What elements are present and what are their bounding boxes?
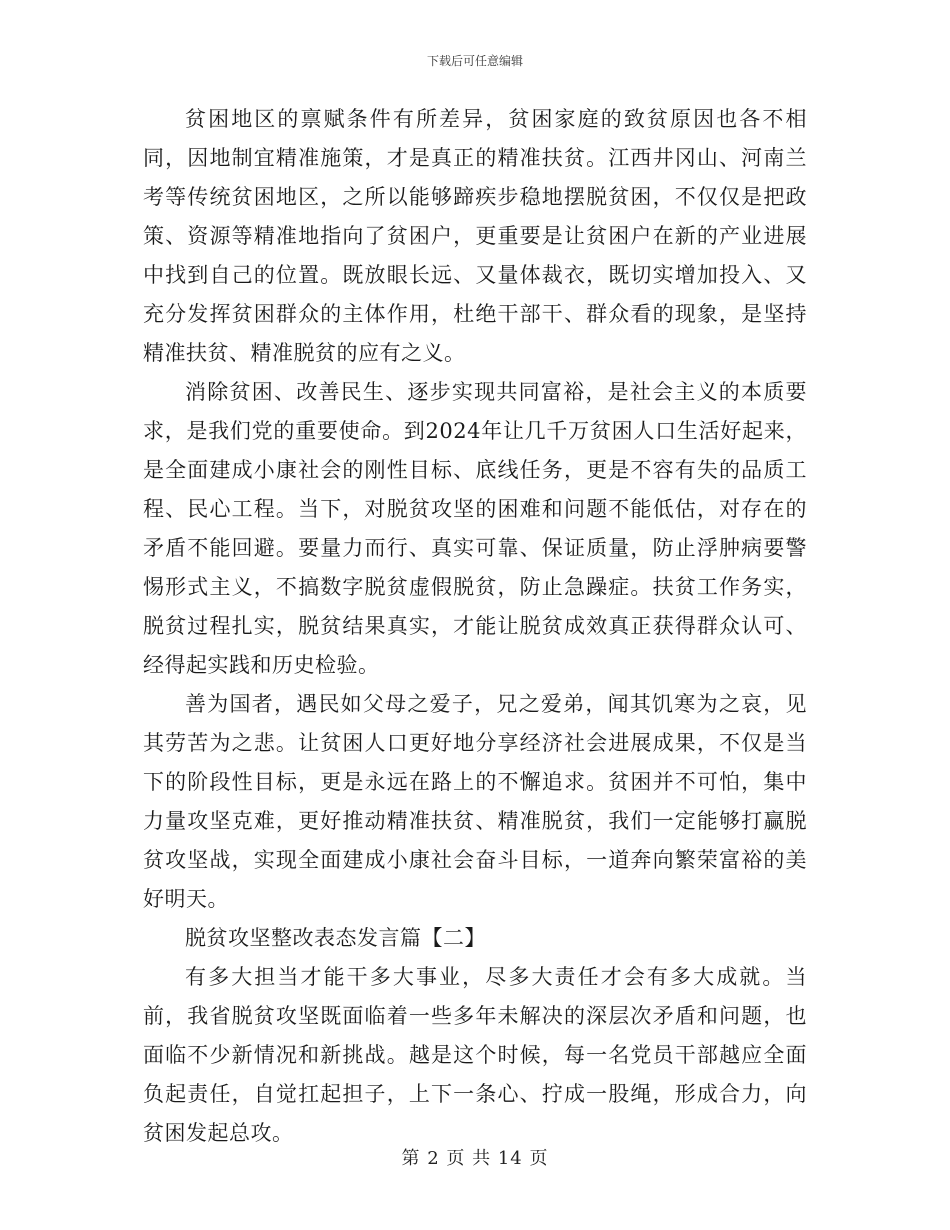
page-header-note: 下载后可任意编辑 [426,54,523,68]
body-paragraph-4: 有多大担当才能干多大事业，尽多大责任才会有多大成就。当前，我省脱贫攻坚既面临着一些多年未解决的深层次矛盾和问题，也面临不少新情况和新挑战。越是这个时候，每一名党员干部越应全面负起责任，自觉扛起担子，上下一条心、拧成一股绳，形成合力，向贫困发起总攻。 [143,965,807,1145]
body-paragraph-3: 善为国者，遇民如父母之爱子，兄之爱弟，闻其饥寒为之哀，见其劳苦为之悲。让贫困人口更好地分享经济社会进展成果，不仅是当下的阶段性目标，更是永远在路上的不懈追求。贫困并不可怕，集中力量攻坚克难，更好推动精准扶贫、精准脱贫，我们一定能够打赢脱贫攻坚战，实现全面建成小康社会奋斗目标，一道奔向繁荣富裕的美好明天。 [143,692,807,911]
page-number: 第 2 页 共 14 页 [401,1148,549,1169]
document-body [143,100,807,1153]
body-paragraph-2: 消除贫困、改善民生、逐步实现共同富裕，是社会主义的本质要求，是我们党的重要使命。到2024年让几千万贫困人口生活好起来，是全面建成小康社会的刚性目标、底线任务，更是不容有失的品质工程、民心工程。当下，对脱贫攻坚的困难和问题不能低估，对存在的矛盾不能回避。要量力而行、真实可靠、保证质量，防止浮肿病要警惕形式主义，不搞数字脱贫虚假脱贫，防止急躁症。扶贫工作务实，脱贫过程扎实，脱贫结果真实，才能让脱贫成效真正获得群众认可、经得起实践和历史检验。 [143,380,807,677]
section-heading: 脱贫攻坚整改表态发言篇【二】 [185,926,486,950]
body-paragraph-1: 贫困地区的禀赋条件有所差异，贫困家庭的致贫原因也各不相同，因地制宜精准施策，才是真正的精准扶贫。江西井冈山、河南兰考等传统贫困地区，之所以能够蹄疾步稳地摆脱贫困，不仅仅是把政策、资源等精准地指向了贫困户，更重要是让贫困户在新的产业进展中找到自己的位置。既放眼长远、又量体裁衣，既切实增加投入、又充分发挥贫困群众的主体作用，杜绝干部干、群众看的现象，是坚持精准扶贫、精准脱贫的应有之义。 [143,107,807,365]
